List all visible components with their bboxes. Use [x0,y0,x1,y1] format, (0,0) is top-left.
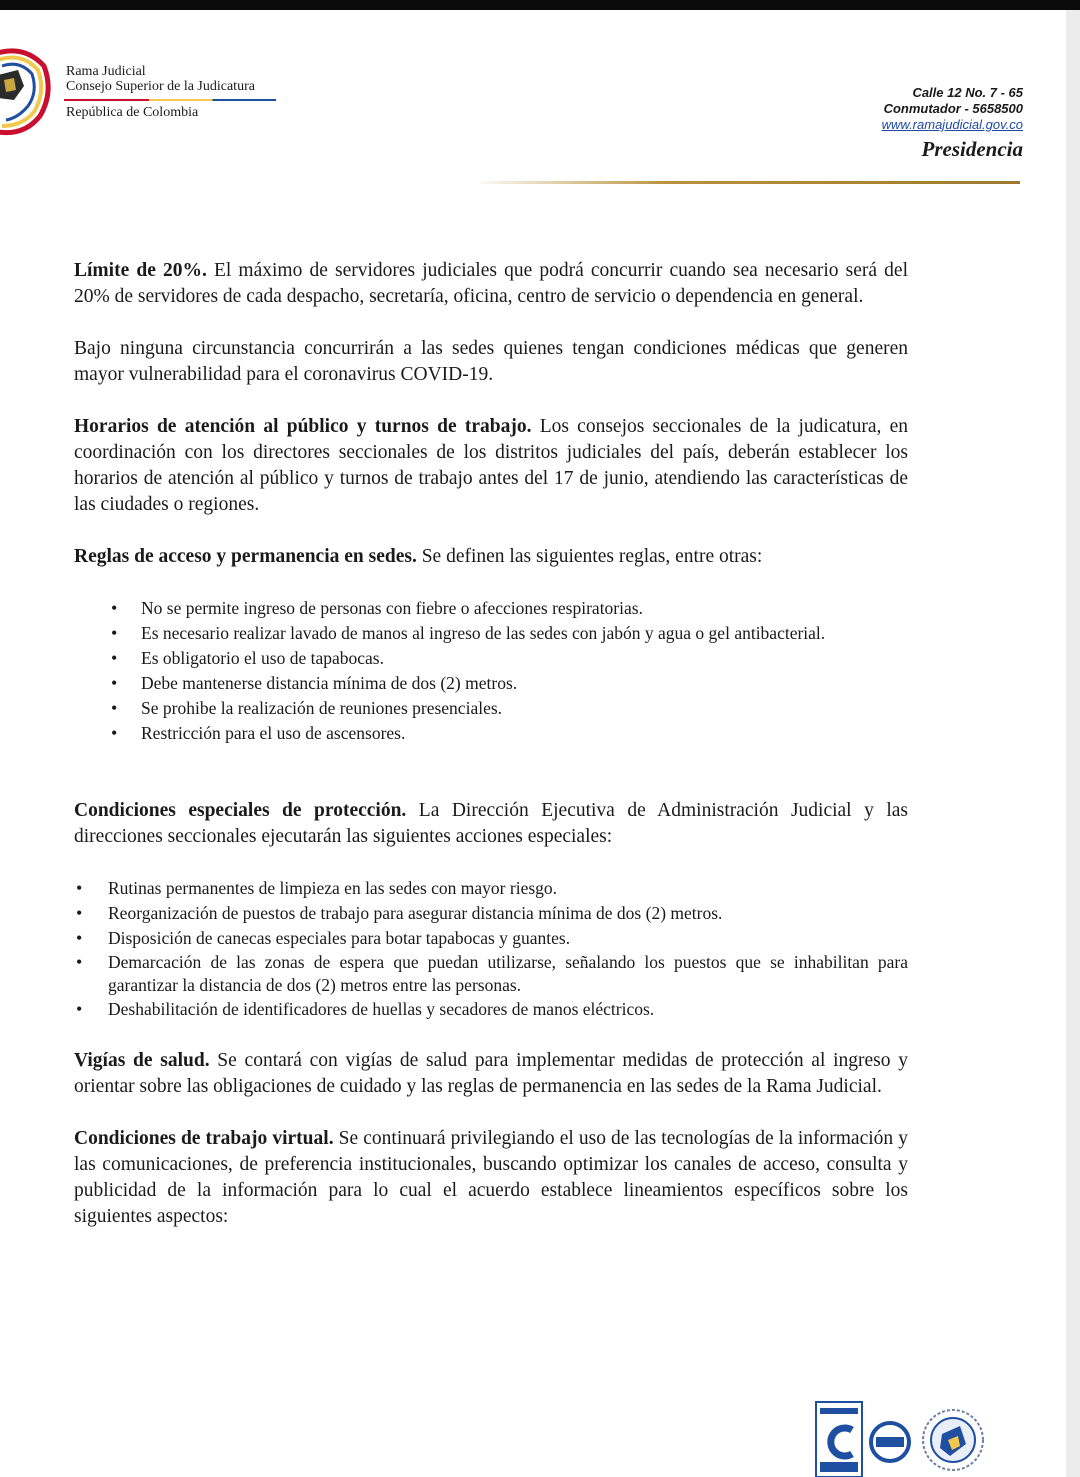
list-item: • Disposición de canecas especiales para botar tapabocas y guantes. [108,926,908,951]
list-item: • Demarcación de las zonas de espera que puedan utilizarse, señalando los puestos que se inhabilitan para garantizar la distancia de dos (2) metros entre las personas. [108,951,908,997]
org-council: Consejo Superior de la Judicatura [66,79,255,94]
rama-judicial-emblem-icon [923,1410,983,1470]
list-item: • Es obligatorio el uso de tapabocas. [141,646,908,671]
list-item: • Deshabilitación de identificadores de huellas y secadores de manos eléctricos. [108,997,908,1022]
list-item: • No se permite ingreso de personas con fiebre o afecciones respiratorias. [141,596,908,621]
iqnet-certification-icon [871,1423,909,1461]
section-virtual [74,1126,908,1230]
address: Calle 12 No. 7 - 65 [912,85,1023,100]
section-heading: Reglas de acceso y permanencia en sedes. [74,546,417,567]
org-name: Rama Judicial [66,64,146,79]
list-item: • Es necesario realizar lavado de manos al ingreso de las sedes con jabón y agua o gel antibacterial. [141,621,908,646]
list-item: • Rutinas permanentes de limpieza en las sedes con mayor riesgo. [108,876,908,901]
section-text: Los consejos seccionales de la judicatura, en coordinación con los directores seccionales de los distritos judiciales del país, deberán establecer los horarios de atención al público y turnos de trabajo antes del 17 de junio, atendiendo las características de las ciudades o regiones. [74,416,908,515]
section-limite [74,258,908,310]
section-heading: Límite de 20%. [74,260,207,281]
section-text: Se continuará privilegiando el uso de las tecnologías de la información y las comunicaciones, de preferencia institucionales, buscando optimizar los canales de acceso, consulta y publicidad de la información para lo cual el acuerdo establece lineamientos específicos sobre los siguientes aspectos: [74,1128,908,1227]
section-horarios [74,414,908,518]
coat-of-arms-icon [0,46,52,138]
section-heading: Vigías de salud. [74,1050,210,1071]
section-condiciones [74,798,908,850]
section-vigias [74,1048,908,1100]
certification-logos [812,1400,997,1477]
section-text: Se contará con vigías de salud para implementar medidas de protección al ingreso y orientar sobre las obligaciones de cuidado y las reglas de permanencia en las sedes de la Rama Judicial. [74,1050,908,1097]
section-reglas [74,544,908,570]
section-text: El máximo de servidores judiciales que podrá concurrir cuando sea necesario será del 20% de servidores de cada despacho, secretaría, oficina, centro de servicio o dependencia en general. [74,260,908,307]
contact-block [882,85,1023,162]
top-bar [0,0,1080,10]
list-item: • Restricción para el uso de ascensores. [141,721,908,746]
list-item: • Debe mantenerse distancia mínima de dos (2) metros. [141,671,908,696]
condiciones-list [74,876,908,1022]
document-body [74,258,908,1230]
flag-rule [64,99,276,101]
organization-block [66,64,276,120]
phone: Conmutador - 5658500 [883,101,1023,116]
section-text: Se definen las siguientes reglas, entre otras: [416,546,763,567]
reglas-list [74,596,908,746]
header-divider [480,181,1020,184]
list-item: • Reorganización de puestos de trabajo para asegurar distancia mínima de dos (2) metros. [108,901,908,926]
page-edge-shade [1066,10,1080,1477]
section-heading: Horarios de atención al público y turnos de trabajo. [74,416,532,437]
list-item: • Se prohibe la realización de reuniones presenciales. [141,696,908,721]
office-name: Presidencia [921,137,1023,161]
section-heading: Condiciones especiales de protección. [74,800,407,821]
section-text: La Dirección Ejecutiva de Administración Judicial y las direcciones seccionales ejecutarán las siguientes acciones especiales: [74,800,908,847]
website-link[interactable]: www.ramajudicial.gov.co [881,117,1023,132]
section-vulnerabilidad: Bajo ninguna circunstancia concurrirán a las sedes quienes tengan condiciones médicas que generen mayor vulnerabilidad para el coronavirus COVID-19. [74,338,908,385]
icontec-certification-icon [816,1402,862,1477]
section-heading: Condiciones de trabajo virtual. [74,1128,334,1149]
org-country: República de Colombia [66,105,199,120]
